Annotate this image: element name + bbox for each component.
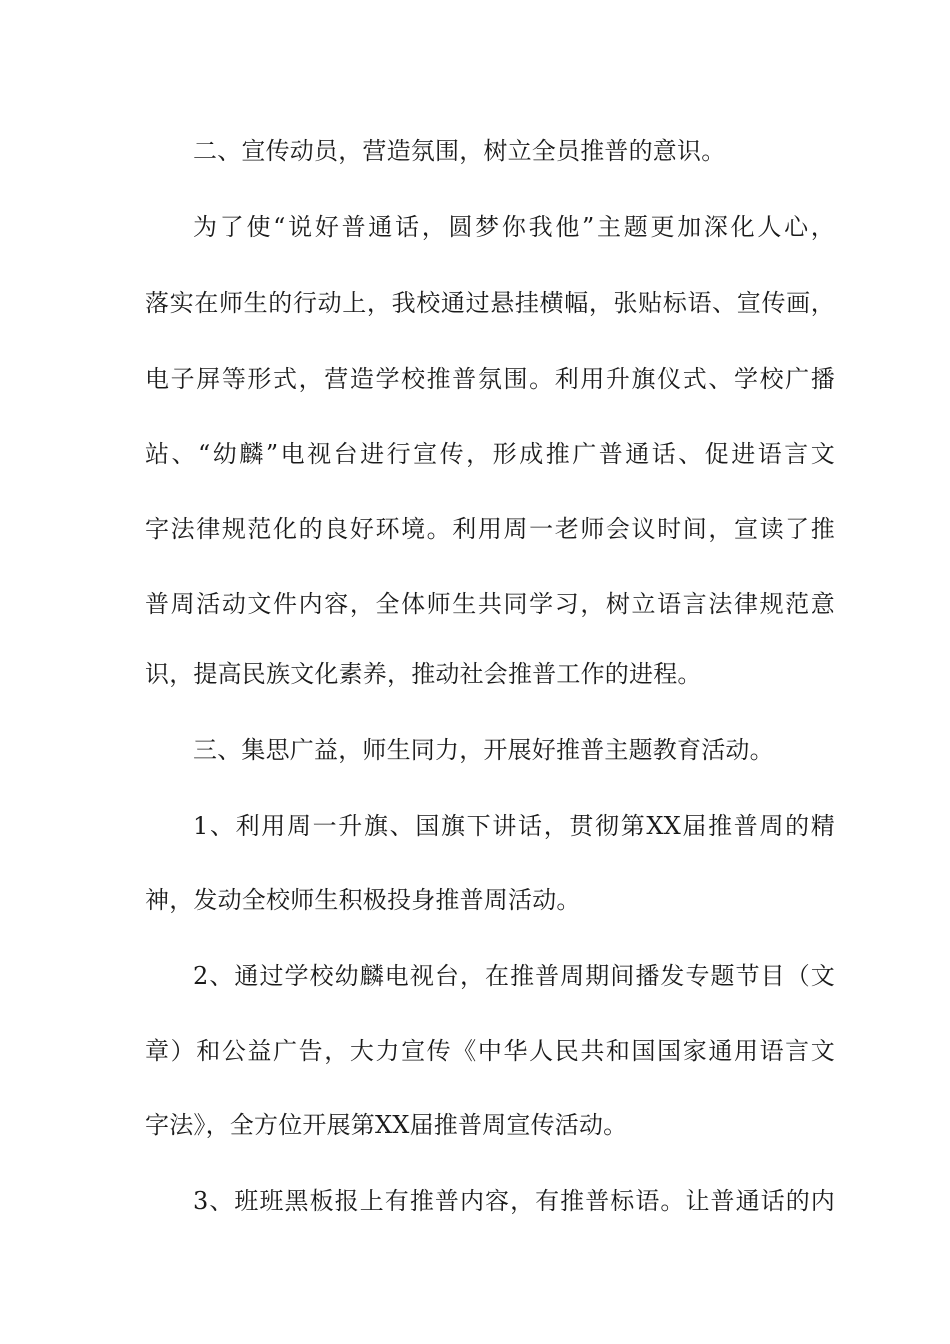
list-item-1-line: 神，发动全校师生积极投身推普周活动。 bbox=[145, 886, 581, 914]
list-item-1-line: 1、利用周一升旗、国旗下讲话，贯彻第XX届推普周的精 bbox=[193, 812, 835, 840]
list-item-3-line: 3、班班黑板报上有推普内容，有推普标语。让普通话的内 bbox=[193, 1187, 835, 1215]
list-item-2-line: 章）和公益广告，大力宣传《中华人民共和国国家通用语言文 bbox=[145, 1037, 835, 1065]
paragraph-line: 落实在师生的行动上，我校通过悬挂横幅，张贴标语、宣传画， bbox=[145, 289, 835, 317]
paragraph-line: 识，提高民族文化素养，推动社会推普工作的进程。 bbox=[145, 660, 702, 688]
paragraph-line: 字法律规范化的良好环境。利用周一老师会议时间，宣读了推 bbox=[145, 515, 835, 543]
list-item-2-line: 字法》，全方位开展第XX届推普周宣传活动。 bbox=[145, 1111, 628, 1139]
section-heading-3: 三、集思广益，师生同力，开展好推普主题教育活动。 bbox=[193, 736, 774, 764]
list-item-2-line: 2、通过学校幼麟电视台，在推普周期间播发专题节目（文 bbox=[193, 962, 835, 990]
paragraph-line: 电子屏等形式，营造学校推普氛围。利用升旗仪式、学校广播 bbox=[145, 365, 835, 393]
paragraph-line: 为了使“说好普通话，圆梦你我他”主题更加深化人心， bbox=[193, 213, 835, 241]
section-heading-2: 二、宣传动员，营造氛围，树立全员推普的意识。 bbox=[193, 137, 726, 165]
paragraph-line: 站、“幼麟”电视台进行宣传，形成推广普通话、促进语言文 bbox=[145, 440, 835, 468]
paragraph-line: 普周活动文件内容，全体师生共同学习，树立语言法律规范意 bbox=[145, 590, 835, 618]
